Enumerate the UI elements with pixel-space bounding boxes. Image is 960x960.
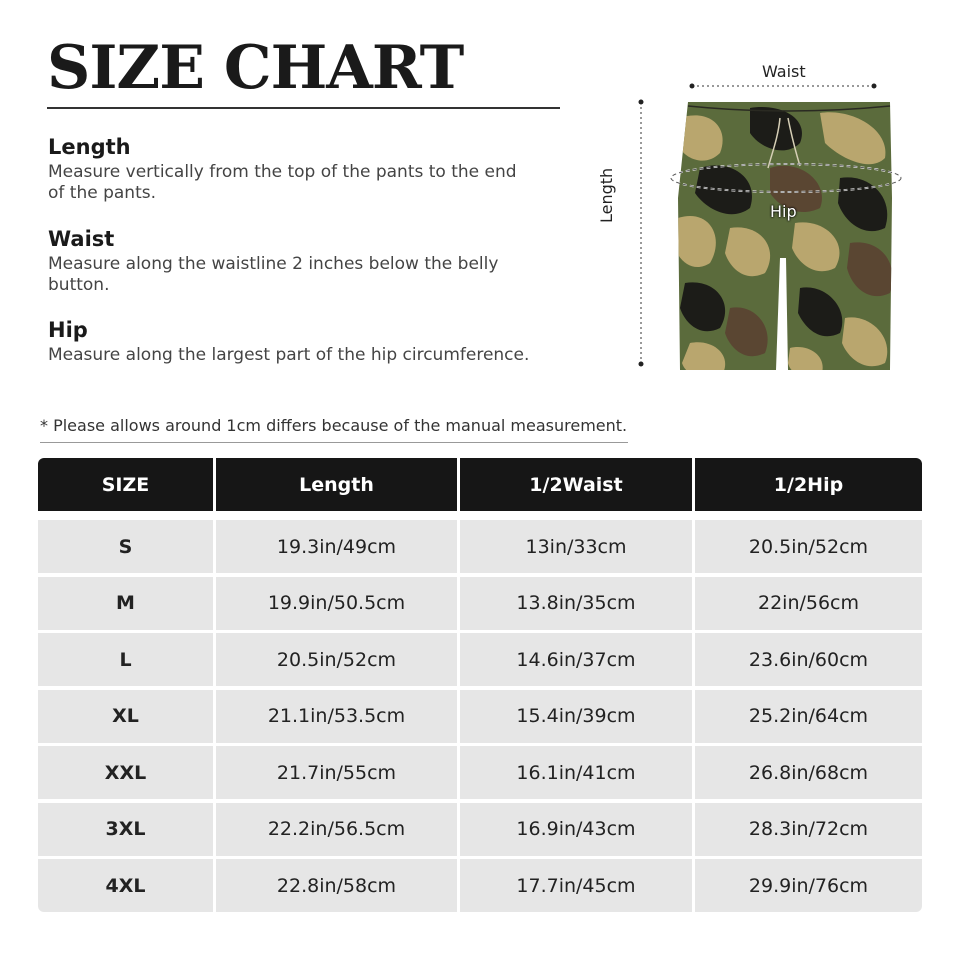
table-row — [38, 803, 922, 856]
length-label: Length — [597, 167, 616, 223]
half-waist-cell: 16.9in/43cm — [460, 803, 692, 856]
half-hip-cell: 28.3in/72cm — [695, 803, 922, 856]
size-cell: M — [38, 577, 213, 630]
half-waist-cell: 13in/33cm — [460, 520, 692, 573]
header-length: Length — [216, 458, 457, 511]
length-cell: 19.9in/50.5cm — [216, 577, 457, 630]
half-waist-cell: 17.7in/45cm — [460, 859, 692, 912]
header-half-hip: 1/2Hip — [695, 458, 922, 511]
half-hip-cell: 25.2in/64cm — [695, 690, 922, 743]
camo-shorts-illustration — [600, 58, 920, 388]
size-cell: XL — [38, 690, 213, 743]
half-waist-cell: 16.1in/41cm — [460, 746, 692, 799]
table-row — [38, 633, 922, 686]
length-cell: 21.7in/55cm — [216, 746, 457, 799]
length-cell: 20.5in/52cm — [216, 633, 457, 686]
half-waist-cell: 15.4in/39cm — [460, 690, 692, 743]
waist-description: Measure along the waistline 2 inches below the belly button. — [48, 254, 499, 295]
size-cell: 3XL — [38, 803, 213, 856]
header-size: SIZE — [38, 458, 213, 511]
length-cell: 21.1in/53.5cm — [216, 690, 457, 743]
table-row — [38, 746, 922, 799]
waist-section — [48, 226, 548, 296]
size-cell: XXL — [38, 746, 213, 799]
hip-heading: Hip — [48, 318, 88, 342]
table-row — [38, 690, 922, 743]
length-cell: 22.2in/56.5cm — [216, 803, 457, 856]
table-header-row — [38, 458, 922, 511]
shorts-diagram — [597, 58, 920, 388]
waist-label: Waist — [762, 62, 806, 81]
half-hip-cell: 22in/56cm — [695, 577, 922, 630]
half-waist-cell: 14.6in/37cm — [460, 633, 692, 686]
size-cell: 4XL — [38, 859, 213, 912]
measurement-note: * Please allows around 1cm differs because of the manual measurement. — [40, 416, 628, 435]
length-cell: 22.8in/58cm — [216, 859, 457, 912]
half-waist-cell: 13.8in/35cm — [460, 577, 692, 630]
table-row — [38, 520, 922, 573]
hip-section — [48, 317, 548, 366]
length-description: Measure vertically from the top of the pants to the end of the pants. — [48, 162, 517, 203]
size-cell: S — [38, 520, 213, 573]
table-row — [38, 859, 922, 912]
size-cell: L — [38, 633, 213, 686]
length-cell: 19.3in/49cm — [216, 520, 457, 573]
half-hip-cell: 26.8in/68cm — [695, 746, 922, 799]
half-hip-cell: 29.9in/76cm — [695, 859, 922, 912]
waist-heading: Waist — [48, 227, 115, 251]
title-divider — [47, 107, 560, 109]
note-divider — [40, 442, 628, 443]
hip-description: Measure along the largest part of the hip circumference. — [48, 345, 530, 365]
length-section — [48, 134, 548, 204]
page-title: SIZE CHART — [47, 33, 464, 103]
size-table — [38, 458, 922, 916]
header-half-waist: 1/2Waist — [460, 458, 692, 511]
table-row — [38, 577, 922, 630]
length-heading: Length — [48, 135, 131, 159]
hip-label: Hip — [770, 202, 797, 221]
half-hip-cell: 20.5in/52cm — [695, 520, 922, 573]
half-hip-cell: 23.6in/60cm — [695, 633, 922, 686]
